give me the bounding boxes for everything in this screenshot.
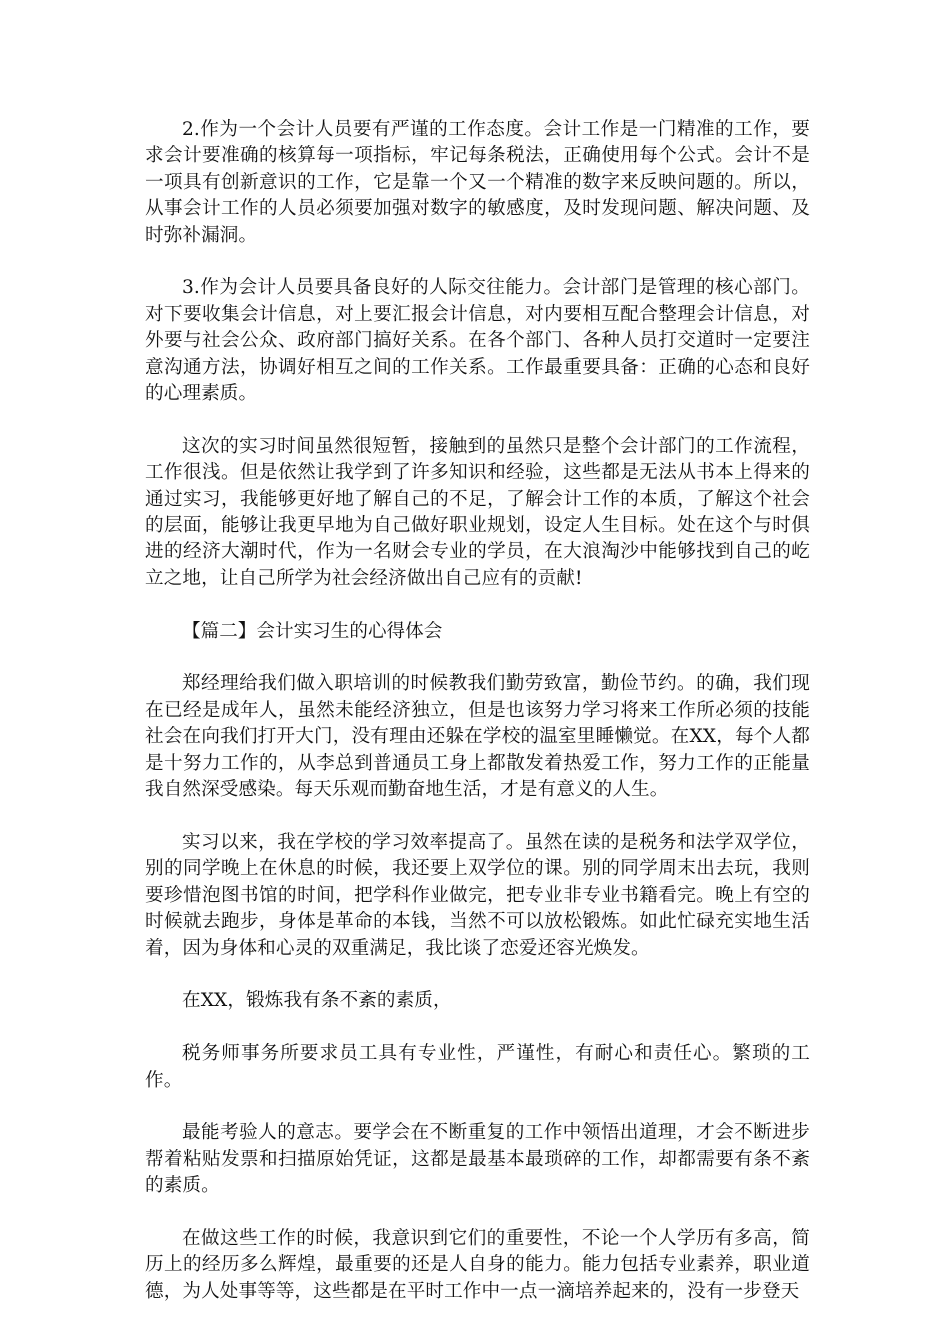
document-body bbox=[145, 117, 810, 1305]
paragraph-summary: 这次的实习时间虽然很短暂，接触到的虽然只是整个会计部门的工作流程，工作很浅。但是依然让我学到了许多知识和经验，这些都是无法从书本上得来的通过实习，我能够更好地了解自己的不足，了解会计工作的本质，了解这个社会的层面，能够让我更早地为自己做好职业规划，设定人生目标。处在这个与时俱进的经济大潮时代，作为一名财会专业的学员，在大浪淘沙中能够找到自己的屹立之地，让自己所学为社会经济做出自己应有的贡献! bbox=[145, 435, 810, 589]
paragraph-xx: 在XX，锻炼我有条不紊的素质， bbox=[182, 990, 452, 1012]
paragraph-study: 实习以来，我在学校的学习效率提高了。虽然在读的是税务和法学双学位，别的同学晚上在休息的时候，我还要上双学位的课。别的同学周末出去玩，我则要珍惜泡图书馆的时间，把学科作业做完，把专业非专业书籍看完。晚上有空的时候就去跑步，身体是革命的本钱，当然不可以放松锻炼。如此忙碌充实地生活着，因为身体和心灵的双重满足，我比谈了恋爱还容光焕发。 bbox=[145, 831, 810, 959]
paragraph-training: 郑经理给我们做入职培训的时候教我们勤劳致富，勤俭节约。的确，我们现在已经是成年人，虽然未能经济独立，但是也该努力学习将来工作所必须的技能社会在向我们打开大门，没有理由还躲在学校的温室里睡懒觉。在XX，每个人都是十努力工作的，从李总到普通员工身上都散发着热爱工作，努力工作的正能量我自然深受感染。每天乐观而勤奋地生活，才是有意义的人生。 bbox=[145, 673, 810, 801]
paragraph-2: 2.作为一个会计人员要有严谨的工作态度。会计工作是一门精准的工作，要求会计要准确的核算每一项指标，牢记每条税法，正确使用每个公式。会计不是一项具有创新意识的工作，它是靠一个又一个精准的数字来反映问题的。所以，从事会计工作的人员必须要加强对数字的敏感度，及时发现问题、解决问题、及时弥补漏洞。 bbox=[145, 119, 810, 246]
paragraph-tax-office: 税务师事务所要求员工具有专业性，严谨性，有耐心和责任心。繁琐的工作。 bbox=[145, 1043, 810, 1091]
paragraph-3: 3.作为会计人员要具备良好的人际交往能力。会计部门是管理的核心部门。对下要收集会计信息，对上要汇报会计信息，对内要相互配合整理会计信息，对外要与社会公众、政府部门搞好关系。在各个部门、各种人员打交道时一定要注意沟通方法，协调好相互之间的工作关系。工作最重要具备：正确的心态和良好的心理素质。 bbox=[145, 277, 810, 405]
paragraph-ability: 在做这些工作的时候，我意识到它们的重要性，不论一个人学历有多高，简历上的经历多么辉煌，最重要的还是人自身的能力。能力包括专业素养，职业道德，为人处事等等，这些都是在平时工作中一点一滴培养起来的，没有一步登天 bbox=[145, 1227, 810, 1302]
paragraph-will: 最能考验人的意志。要学会在不断重复的工作中领悟出道理，才会不断进步帮着粘贴发票和扫描原始凭证，这都是最基本最琐碎的工作，却都需要有条不紊的素质。 bbox=[145, 1122, 810, 1197]
section-heading: 【篇二】会计实习生的心得体会 bbox=[182, 620, 443, 642]
